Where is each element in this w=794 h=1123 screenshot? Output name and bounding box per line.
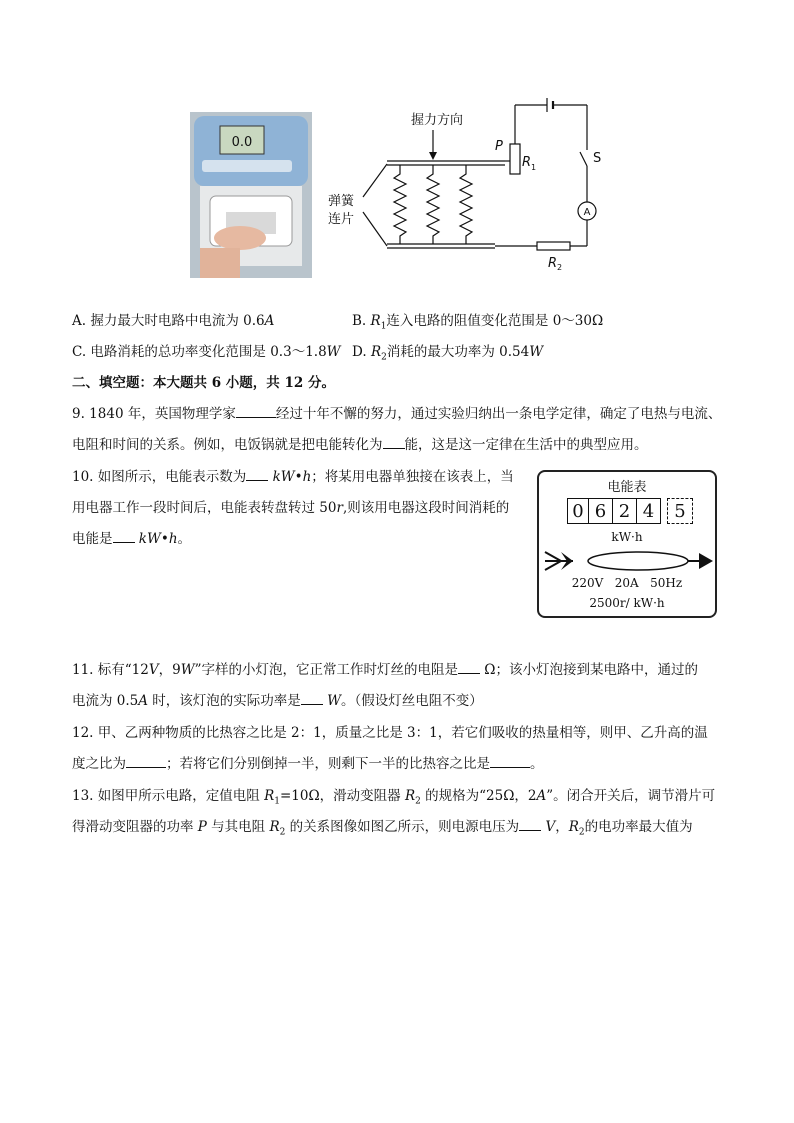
option-a-text: A. 握力最大时电路中电流为 0.6 (72, 313, 265, 329)
energy-meter (537, 470, 717, 618)
meter-constant: 2500r/ kW·h (589, 596, 665, 610)
q9-text-a: 9. 1840 年，英国物理学家 (72, 406, 236, 422)
option-d (352, 343, 543, 367)
switch-label: S (593, 151, 602, 166)
q13-text-d: ”。闭合开关后，调节滑片可 (546, 788, 716, 804)
q11-text-b: ”字样的小灯泡，它正常工作时灯丝的电阻是 (194, 662, 458, 678)
q13-r: R (269, 819, 280, 835)
answer-blank[interactable] (458, 661, 480, 674)
meter-title: 电能表 (607, 480, 647, 495)
q13-r3-sub: 2 (578, 827, 585, 838)
option-d-r: R (370, 344, 382, 360)
q13-text-e: 得滑动变阻器的功率 (72, 819, 198, 835)
q11-text-e: 时，该灯泡的实际功率是 (148, 693, 301, 709)
q11-text-d: 电流为 0.5 (72, 693, 139, 709)
q13-r2: R (404, 788, 416, 804)
meter-digit: 6 (589, 498, 613, 524)
q9-line2 (72, 436, 648, 454)
r1-subscript: 1 (531, 163, 537, 172)
q11-line2 (72, 692, 483, 710)
device-display-text: 0.0 (231, 135, 253, 150)
q13-line1 (72, 787, 715, 811)
r2-label: R (548, 256, 558, 271)
option-d-prefix: D. (352, 344, 371, 360)
q10-r: r (336, 500, 343, 516)
option-d-sub: 2 (381, 352, 387, 363)
q10-line2 (72, 499, 509, 517)
spring-label-1: 弹簧 (328, 194, 355, 209)
meter-digits (567, 498, 693, 524)
section-title: 二、填空题：本大题共 6 小题，共 12 分。 (72, 375, 335, 391)
q10-text-c: 用电器工作一段时间后，电能表转盘转过 50 (72, 500, 337, 516)
q12-text-c: 。 (530, 756, 544, 772)
q13-v: V (545, 819, 556, 835)
q11-text-f: 。（假设灯丝电阻不变） (341, 693, 483, 709)
q11-text-c: Ω；该小灯泡接到某电路中，通过的 (484, 662, 698, 678)
q11-v: V (148, 662, 159, 678)
answer-blank[interactable] (236, 405, 276, 418)
meter-digit: 0 (567, 498, 589, 524)
option-b (352, 312, 603, 336)
q13-text-c: 的规格为“25Ω，2 (420, 788, 537, 804)
q12-text-a: 度之比为 (72, 756, 126, 772)
r2-subscript: 2 (557, 263, 563, 272)
option-d-text: 消耗的最大功率为 0.54 (386, 344, 530, 360)
option-c (72, 343, 341, 361)
option-b-text: 连入电路的阻值变化范围是 0～30Ω (386, 313, 604, 329)
q9-text-d: 能，这是这一定律在生活中的典型应用。 (404, 437, 648, 453)
q11-line1 (72, 661, 698, 679)
q10-text-b: ；将某用电器单独接在该表上，当 (311, 469, 514, 485)
q12-text-b: ；若将它们分别倒掉一半，则剩下一半的比热容之比是 (166, 756, 490, 772)
option-a-unit: A (264, 313, 275, 329)
grip-direction-label: 握力方向 (411, 113, 464, 128)
option-c-text: C. 电路消耗的总功率变化范围是 0.3～1.8 (72, 344, 327, 360)
q13-r1: R (264, 788, 275, 804)
meter-unit: kW·h (611, 530, 643, 544)
option-d-unit: W (529, 344, 544, 360)
q11-comma: ，9 (158, 662, 181, 678)
meter-arrow-icon (543, 550, 715, 572)
q13-text-h: ， (555, 819, 569, 835)
q13-p: P (197, 819, 207, 835)
q13-r3: R (568, 819, 579, 835)
q11-w2: W (327, 693, 341, 709)
q10-text-a: 10. 如图所示，电能表示数为 (72, 469, 247, 485)
q9-line1 (72, 405, 721, 423)
option-a (72, 312, 274, 330)
q13-r2-sub: 2 (415, 796, 421, 807)
q10-text-e: 电能是 (72, 531, 113, 547)
answer-blank[interactable] (301, 692, 323, 705)
q10-unit-1: kW•h (272, 469, 312, 485)
q11-w: W (180, 662, 195, 678)
answer-blank[interactable] (519, 818, 541, 831)
ammeter-label: A (583, 207, 591, 218)
q9-text-b: 经过十年不懈的努力，通过实验归纳出一条电学定律，确定了电热与电流、 (275, 406, 722, 422)
circuit-diagram (325, 92, 600, 272)
q13-text-g: 的关系图像如图乙所示，则电源电压为 (285, 819, 520, 835)
meter-digit: 2 (613, 498, 637, 524)
answer-blank[interactable] (246, 468, 268, 481)
option-b-r: R (370, 313, 381, 329)
q10-unit-2: kW•h (138, 531, 178, 547)
q13-r1-sub: 1 (274, 796, 280, 807)
q12-line1: 12. 甲、乙两种物质的比热容之比是 2：1，质量之比是 3：1，若它们吸收的热量相等，则甲、乙升高的温 (72, 725, 708, 741)
answer-blank[interactable] (126, 755, 166, 768)
answer-blank[interactable] (490, 755, 530, 768)
q10-line1 (72, 468, 514, 486)
r1-label: R (522, 155, 532, 170)
q13-text-f: 与其电阻 (206, 819, 270, 835)
option-b-prefix: B. (352, 313, 371, 329)
q13-line2 (72, 818, 693, 842)
slider-p-label: P (495, 139, 503, 154)
q13-text-i: 的电功率最大值为 (584, 819, 693, 835)
spring-label-2: 连片 (328, 212, 355, 227)
q13-a: A (536, 788, 547, 804)
q10-text-d: ,则该用电器这段时间消耗的 (342, 500, 510, 516)
option-c-unit: W (326, 344, 341, 360)
answer-blank[interactable] (113, 530, 135, 543)
q13-r-sub: 2 (279, 827, 286, 838)
q12-line2 (72, 755, 544, 773)
q13-text-a: 13. 如图甲所示电路，定值电阻 (72, 788, 265, 804)
q9-text-c: 电阻和时间的关系。例如，电饭锅就是把电能转化为 (72, 437, 383, 453)
grip-meter-photo (190, 112, 312, 278)
option-b-sub: 1 (380, 321, 387, 332)
q11-a: A (138, 693, 149, 709)
meter-decimal-digit: 5 (667, 498, 693, 524)
q10-text-f: 。 (177, 531, 192, 547)
q13-text-b: =10Ω，滑动变阻器 (279, 788, 405, 804)
answer-blank[interactable] (383, 436, 405, 449)
meter-digit: 4 (637, 498, 661, 524)
q11-text-a: 11. 标有“12 (72, 662, 149, 678)
meter-ratings: 220V 20A 50Hz (571, 576, 683, 590)
q10-line3 (72, 530, 191, 548)
